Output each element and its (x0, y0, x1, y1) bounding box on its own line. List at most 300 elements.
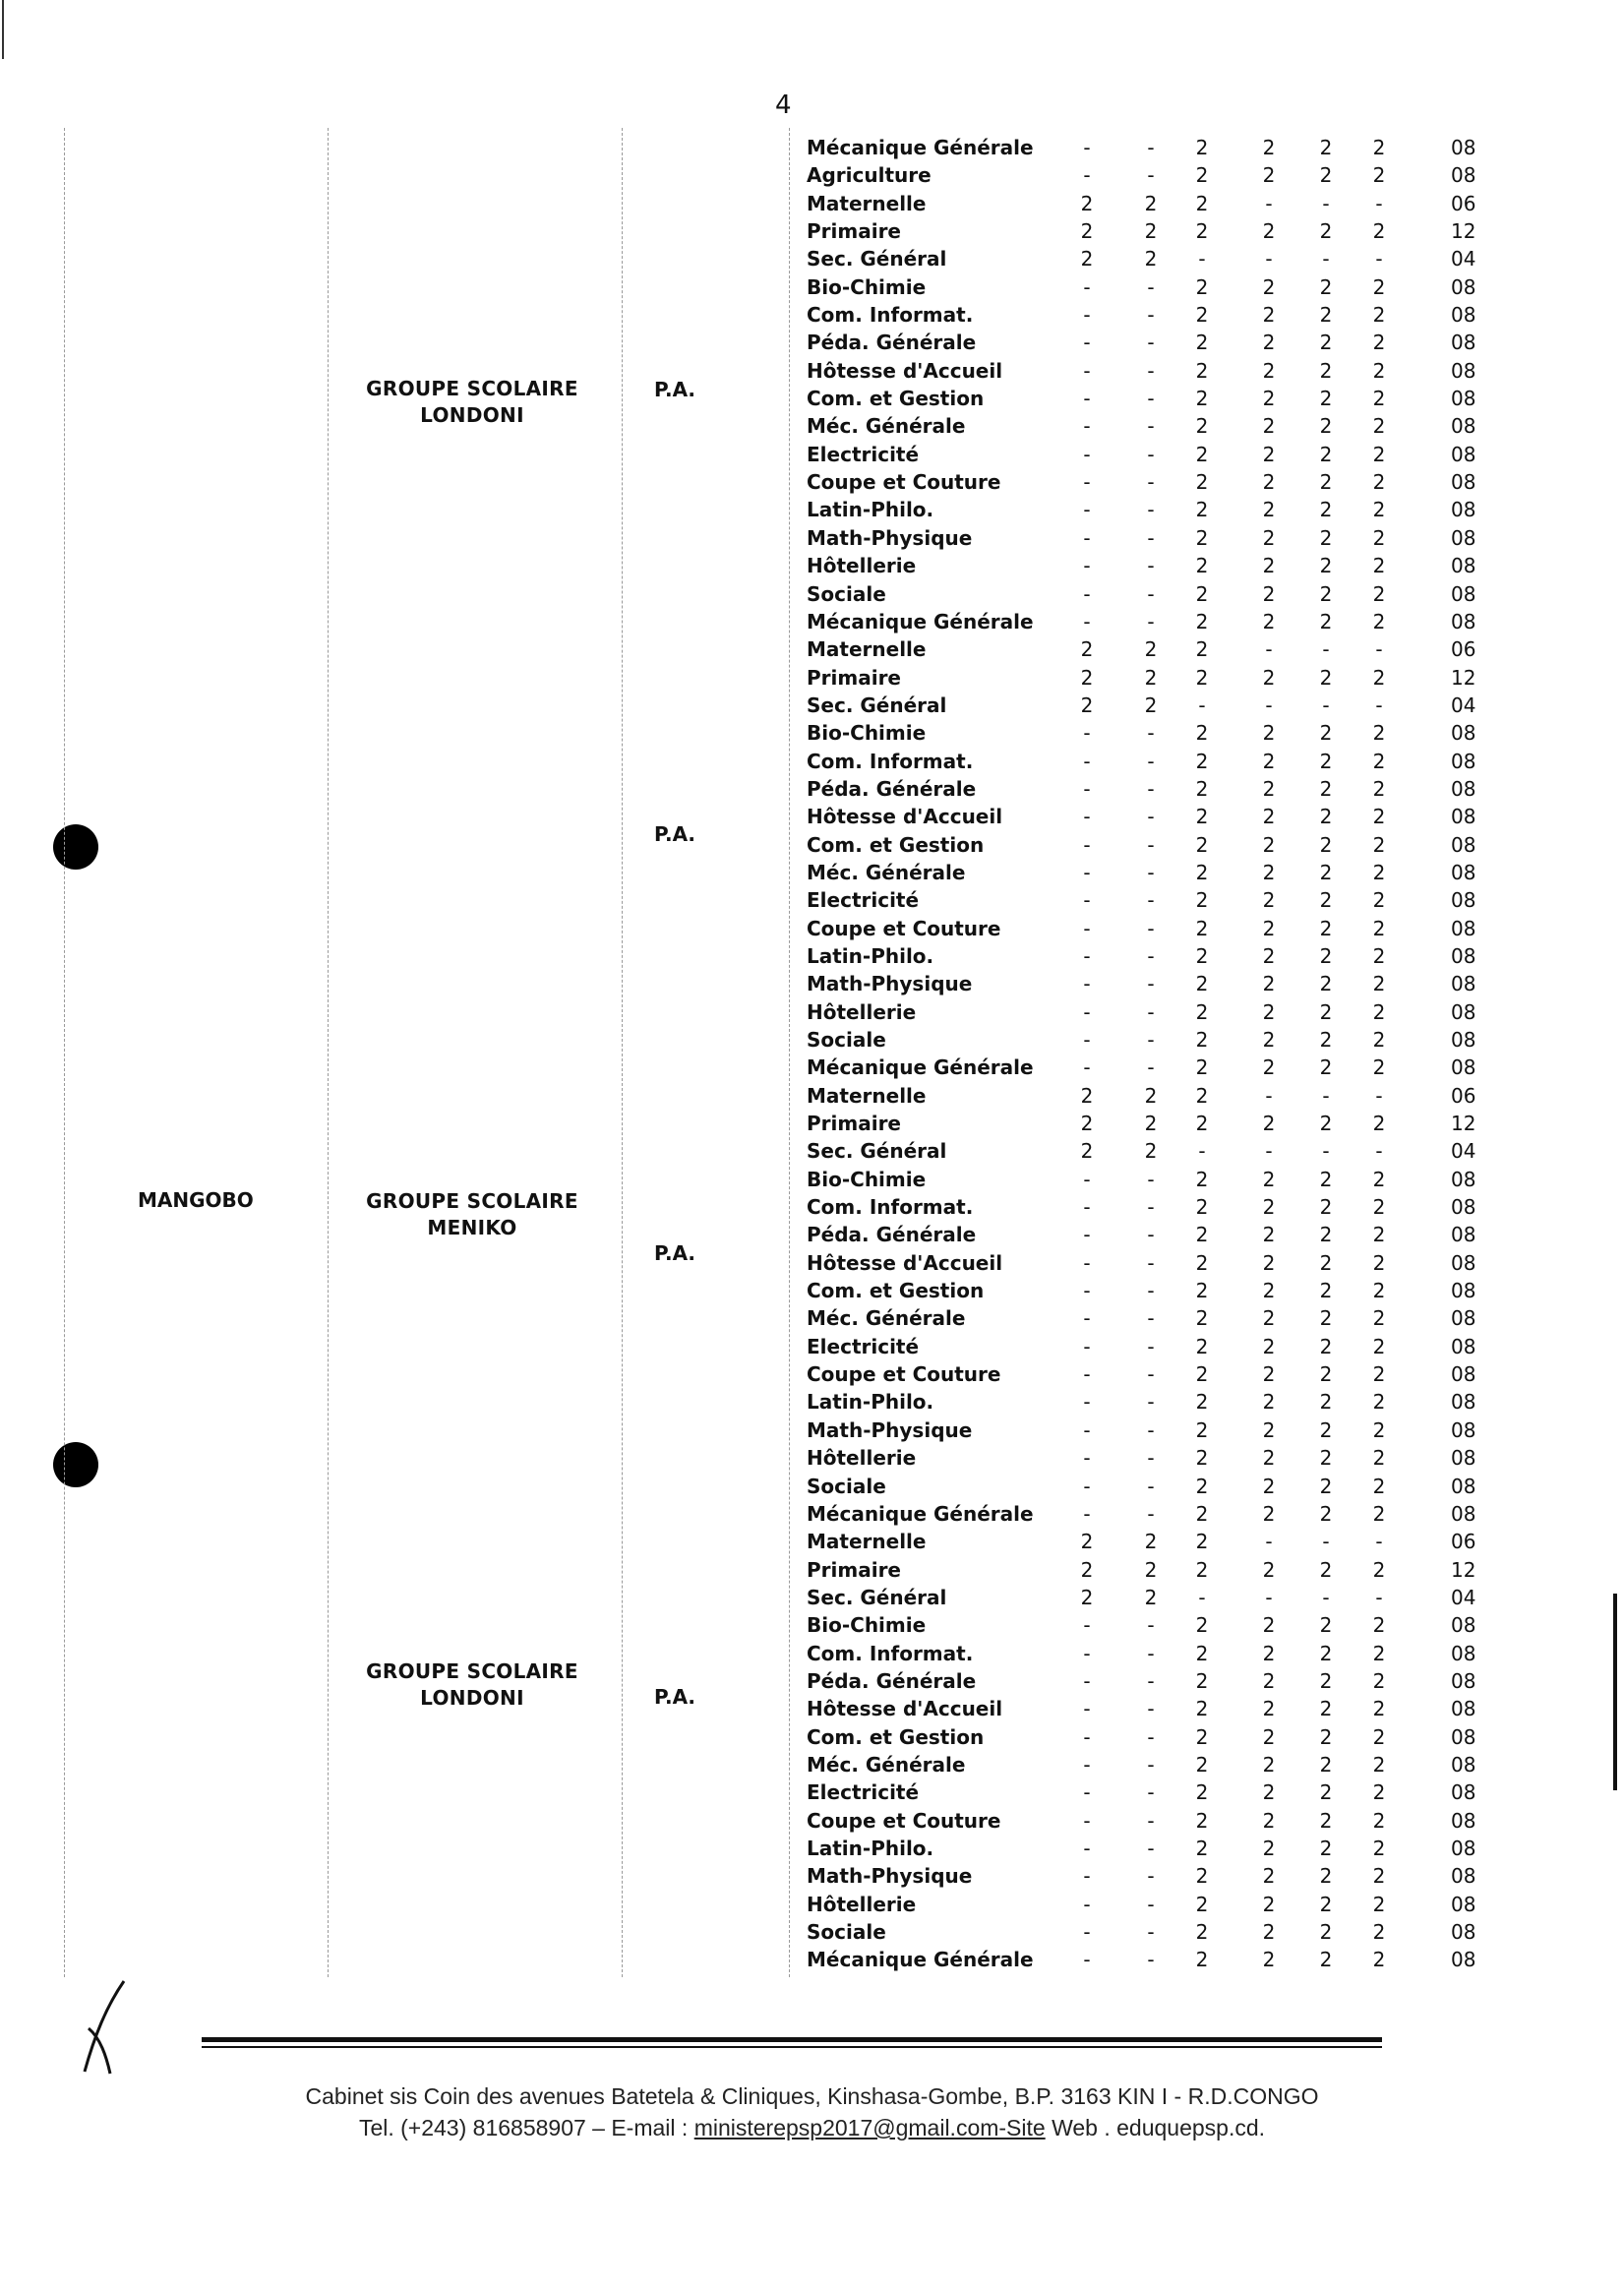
school-name-4-line-2: LONDONI (420, 1686, 524, 1710)
cell-3: 2 (1195, 1752, 1209, 1777)
cell-3: 2 (1195, 331, 1209, 355)
row-total: 08 (1451, 1641, 1476, 1665)
status-block-1: P.A. (654, 378, 696, 401)
option-name: Hôtellerie (807, 1892, 917, 1916)
cell-5: 2 (1319, 1028, 1333, 1052)
cell-3: 2 (1195, 832, 1209, 857)
row-total: 04 (1451, 1139, 1476, 1164)
cell-5: 2 (1319, 860, 1333, 884)
cell-2: - (1147, 163, 1155, 188)
cell-5: 2 (1319, 1808, 1333, 1833)
cell-2: - (1147, 470, 1155, 495)
option-name: Com. Informat. (807, 1195, 974, 1220)
cell-2: - (1147, 721, 1155, 746)
cell-1: - (1083, 581, 1091, 606)
cell-2: - (1147, 888, 1155, 913)
cell-2: - (1147, 498, 1155, 522)
option-name: Péda. Générale (807, 1668, 977, 1693)
cell-3: 2 (1195, 1279, 1209, 1303)
option-name: Primaire (807, 1557, 901, 1582)
cell-5: 2 (1319, 442, 1333, 466)
option-name: Electricité (807, 1780, 920, 1805)
row-total: 08 (1451, 1474, 1476, 1498)
cell-2: - (1147, 414, 1155, 439)
option-name: Sociale (807, 1920, 886, 1944)
option-name: Méc. Générale (807, 860, 966, 884)
cell-2: - (1147, 274, 1155, 299)
cell-1: 2 (1080, 693, 1094, 717)
row-total: 08 (1451, 470, 1476, 495)
cell-3: 2 (1195, 943, 1209, 968)
table-row (807, 1862, 1495, 1890)
cell-3: 2 (1195, 1028, 1209, 1052)
cell-3: 2 (1195, 749, 1209, 773)
table-row (807, 385, 1495, 412)
option-name: Bio-Chimie (807, 1167, 927, 1191)
cell-3: 2 (1195, 1306, 1209, 1331)
table-row (807, 942, 1495, 970)
cell-1: - (1083, 776, 1091, 801)
cell-6: 2 (1372, 860, 1386, 884)
cell-3: 2 (1195, 1864, 1209, 1889)
table-row (807, 719, 1495, 747)
cell-4: 2 (1262, 1306, 1276, 1331)
row-total: 08 (1451, 1668, 1476, 1693)
school-name-4 (344, 1658, 600, 1712)
table-row (807, 1751, 1495, 1778)
option-name: Coupe et Couture (807, 916, 1001, 940)
cell-5: 2 (1319, 1055, 1333, 1080)
option-name: Bio-Chimie (807, 274, 927, 299)
cell-1: - (1083, 1334, 1091, 1358)
cell-5: 2 (1319, 1641, 1333, 1665)
option-name: Coupe et Couture (807, 1808, 1001, 1833)
cell-6: 2 (1372, 1417, 1386, 1442)
option-name: Méc. Générale (807, 1752, 966, 1777)
column-divider-4 (789, 128, 790, 1977)
cell-1: - (1083, 1613, 1091, 1638)
cell-2: - (1147, 1668, 1155, 1693)
table-row (807, 1054, 1495, 1081)
table-row (807, 1891, 1495, 1918)
option-name: Math-Physique (807, 1864, 973, 1889)
cell-5: 2 (1319, 1613, 1333, 1638)
cell-3: 2 (1195, 916, 1209, 940)
row-total: 08 (1451, 1334, 1476, 1358)
cell-5: 2 (1319, 999, 1333, 1024)
cell-3: 2 (1195, 525, 1209, 550)
cell-1: 2 (1080, 665, 1094, 690)
row-total: 06 (1451, 191, 1476, 215)
cell-1: 2 (1080, 1112, 1094, 1136)
cell-3: 2 (1195, 1892, 1209, 1916)
table-row (807, 134, 1495, 161)
cell-2: - (1147, 972, 1155, 996)
cell-4: 2 (1262, 832, 1276, 857)
table-row (807, 1137, 1495, 1165)
row-total: 08 (1451, 331, 1476, 355)
cell-6: 2 (1372, 776, 1386, 801)
cell-4: 2 (1262, 581, 1276, 606)
cell-3: 2 (1195, 442, 1209, 466)
table-row (807, 412, 1495, 440)
option-name: Sociale (807, 1028, 886, 1052)
row-total: 08 (1451, 1613, 1476, 1638)
cell-1: - (1083, 1920, 1091, 1944)
cell-3: 2 (1195, 1668, 1209, 1693)
cell-4: 2 (1262, 1279, 1276, 1303)
cell-4: 2 (1262, 136, 1276, 159)
cell-5: - (1322, 637, 1330, 662)
option-name: Mécanique Générale (807, 1055, 1034, 1080)
option-name: Sociale (807, 581, 886, 606)
table-row (807, 1835, 1495, 1862)
cell-2: - (1147, 1724, 1155, 1749)
option-name: Maternelle (807, 1083, 927, 1108)
cell-1: - (1083, 1055, 1091, 1080)
row-total: 08 (1451, 1752, 1476, 1777)
cell-1: - (1083, 331, 1091, 355)
cell-5: 2 (1319, 1390, 1333, 1415)
cell-3: 2 (1195, 609, 1209, 633)
cell-1: - (1083, 163, 1091, 188)
row-total: 08 (1451, 999, 1476, 1024)
cell-4: 2 (1262, 749, 1276, 773)
status-block-3: P.A. (654, 1241, 696, 1265)
cell-1: - (1083, 1028, 1091, 1052)
row-total: 08 (1451, 581, 1476, 606)
option-name: Sociale (807, 1474, 886, 1498)
cell-1: - (1083, 274, 1091, 299)
option-name: Maternelle (807, 1530, 927, 1554)
table-row (807, 1640, 1495, 1667)
footer-phone: Tel. (+243) 816858907 – E-mail : (358, 2115, 694, 2140)
cell-6: 2 (1372, 1697, 1386, 1721)
option-name: Hôtesse d'Accueil (807, 1250, 1003, 1275)
table-row (807, 190, 1495, 217)
row-total: 12 (1451, 1112, 1476, 1136)
cell-4: - (1265, 1139, 1273, 1164)
cell-5: 2 (1319, 1362, 1333, 1387)
table-row (807, 692, 1495, 719)
cell-2: - (1147, 1306, 1155, 1331)
cell-4: 2 (1262, 972, 1276, 996)
cell-2: 2 (1144, 637, 1158, 662)
cell-3: 2 (1195, 1083, 1209, 1108)
row-total: 08 (1451, 163, 1476, 188)
cell-5: 2 (1319, 1836, 1333, 1860)
option-name: Hôtellerie (807, 1446, 917, 1471)
cell-2: - (1147, 749, 1155, 773)
cell-5: 2 (1319, 1279, 1333, 1303)
page-number: 4 (775, 90, 792, 120)
cell-3: 2 (1195, 1557, 1209, 1582)
footer-rule-thick (202, 2037, 1382, 2042)
cell-4: 2 (1262, 1808, 1276, 1833)
cell-1: - (1083, 414, 1091, 439)
cell-3: 2 (1195, 554, 1209, 578)
option-name: Com. Informat. (807, 303, 974, 328)
cell-3: 2 (1195, 1948, 1209, 1972)
cell-5: - (1322, 247, 1330, 271)
table-row (807, 859, 1495, 886)
cell-4: 2 (1262, 331, 1276, 355)
cell-5: 2 (1319, 1306, 1333, 1331)
cell-3: 2 (1195, 1167, 1209, 1191)
cell-3: 2 (1195, 1195, 1209, 1220)
cell-2: - (1147, 1613, 1155, 1638)
cell-3: 2 (1195, 1501, 1209, 1526)
option-name: Electricité (807, 888, 920, 913)
cell-4: 2 (1262, 609, 1276, 633)
table-row (807, 524, 1495, 552)
table-row (807, 831, 1495, 859)
table-row (807, 1611, 1495, 1639)
cell-1: 2 (1080, 247, 1094, 271)
cell-3: 2 (1195, 274, 1209, 299)
table-row (807, 1556, 1495, 1584)
row-total: 08 (1451, 1501, 1476, 1526)
cell-2: - (1147, 331, 1155, 355)
table-row (807, 1277, 1495, 1304)
cell-6: - (1375, 247, 1383, 271)
cell-3: 2 (1195, 1390, 1209, 1415)
cell-5: 2 (1319, 1167, 1333, 1191)
cell-1: - (1083, 136, 1091, 159)
table-row (807, 217, 1495, 245)
cell-1: - (1083, 1697, 1091, 1721)
cell-1: 2 (1080, 191, 1094, 215)
cell-1: - (1083, 1250, 1091, 1275)
cell-5: 2 (1319, 1697, 1333, 1721)
cell-5: 2 (1319, 943, 1333, 968)
school-name-3-line-1: GROUPE SCOLAIRE (366, 1189, 578, 1213)
cell-6: 2 (1372, 498, 1386, 522)
cell-4: 2 (1262, 1864, 1276, 1889)
cell-6: - (1375, 1139, 1383, 1164)
option-name: Hôtesse d'Accueil (807, 805, 1003, 829)
cell-4: 2 (1262, 1668, 1276, 1693)
cell-1: - (1083, 860, 1091, 884)
option-name: Sec. Général (807, 247, 947, 271)
cell-4: 2 (1262, 1836, 1276, 1860)
cell-6: 2 (1372, 1028, 1386, 1052)
cell-1: - (1083, 721, 1091, 746)
cell-2: 2 (1144, 1585, 1158, 1609)
territory-name: MANGOBO (138, 1188, 254, 1212)
cell-6: 2 (1372, 303, 1386, 328)
row-total: 06 (1451, 1530, 1476, 1554)
cell-6: 2 (1372, 1362, 1386, 1387)
option-name: Sec. Général (807, 1585, 947, 1609)
cell-4: 2 (1262, 470, 1276, 495)
row-total: 08 (1451, 1028, 1476, 1052)
cell-2: - (1147, 1446, 1155, 1471)
option-name: Coupe et Couture (807, 1362, 1001, 1387)
row-total: 08 (1451, 414, 1476, 439)
cell-2: - (1147, 943, 1155, 968)
cell-6: 2 (1372, 749, 1386, 773)
cell-6: 2 (1372, 1112, 1386, 1136)
cell-2: - (1147, 1195, 1155, 1220)
option-name: Mécanique Générale (807, 609, 1034, 633)
cell-1: 2 (1080, 1530, 1094, 1554)
options-table (807, 134, 1495, 1974)
cell-5: 2 (1319, 1864, 1333, 1889)
footer-website: Web . eduquepsp.cd. (1045, 2115, 1266, 2140)
cell-4: 2 (1262, 1223, 1276, 1247)
cell-5: 2 (1319, 1892, 1333, 1916)
cell-4: 2 (1262, 943, 1276, 968)
row-total: 08 (1451, 525, 1476, 550)
cell-1: - (1083, 1417, 1091, 1442)
option-name: Electricité (807, 442, 920, 466)
cell-1: - (1083, 1279, 1091, 1303)
cell-4: 2 (1262, 1780, 1276, 1805)
cell-6: 2 (1372, 219, 1386, 244)
cell-5: 2 (1319, 1417, 1333, 1442)
cell-5: 2 (1319, 136, 1333, 159)
row-total: 08 (1451, 1864, 1476, 1889)
cell-4: - (1265, 191, 1273, 215)
cell-4: 2 (1262, 303, 1276, 328)
cell-6: 2 (1372, 721, 1386, 746)
cell-2: - (1147, 1417, 1155, 1442)
cell-4: 2 (1262, 414, 1276, 439)
cell-2: - (1147, 554, 1155, 578)
cell-4: 2 (1262, 1697, 1276, 1721)
school-name-3-line-2: MENIKO (427, 1216, 517, 1239)
cell-1: - (1083, 1724, 1091, 1749)
cell-1: - (1083, 916, 1091, 940)
cell-4: 2 (1262, 999, 1276, 1024)
cell-4: 2 (1262, 554, 1276, 578)
table-row (807, 775, 1495, 803)
table-row (807, 664, 1495, 692)
cell-6: 2 (1372, 1474, 1386, 1498)
option-name: Latin-Philo. (807, 943, 934, 968)
cell-6: 2 (1372, 1724, 1386, 1749)
row-total: 08 (1451, 1195, 1476, 1220)
cell-3: 2 (1195, 1223, 1209, 1247)
cell-4: 2 (1262, 1474, 1276, 1498)
option-name: Com. et Gestion (807, 1279, 985, 1303)
cell-6: 2 (1372, 358, 1386, 383)
cell-3: 2 (1195, 219, 1209, 244)
cell-1: - (1083, 1306, 1091, 1331)
table-row (807, 886, 1495, 914)
cell-1: - (1083, 1864, 1091, 1889)
cell-5: 2 (1319, 470, 1333, 495)
cell-5: 2 (1319, 805, 1333, 829)
cell-1: - (1083, 1780, 1091, 1805)
row-total: 08 (1451, 1920, 1476, 1944)
cell-4: 2 (1262, 219, 1276, 244)
cell-5: - (1322, 1585, 1330, 1609)
school-name-3 (344, 1188, 600, 1241)
cell-3: 2 (1195, 1641, 1209, 1665)
cell-1: - (1083, 943, 1091, 968)
option-name: Com. et Gestion (807, 1724, 985, 1749)
cell-2: - (1147, 1390, 1155, 1415)
cell-5: 2 (1319, 1752, 1333, 1777)
table-row (807, 357, 1495, 385)
cell-2: - (1147, 916, 1155, 940)
cell-3: - (1198, 1585, 1206, 1609)
row-total: 08 (1451, 916, 1476, 940)
cell-6: 2 (1372, 581, 1386, 606)
cell-5: 2 (1319, 525, 1333, 550)
cell-4: - (1265, 1083, 1273, 1108)
cell-5: 2 (1319, 274, 1333, 299)
cell-5: 2 (1319, 888, 1333, 913)
cell-4: - (1265, 1530, 1273, 1554)
cell-6: 2 (1372, 1641, 1386, 1665)
row-total: 08 (1451, 274, 1476, 299)
row-total: 08 (1451, 303, 1476, 328)
cell-4: 2 (1262, 525, 1276, 550)
cell-1: - (1083, 1641, 1091, 1665)
cell-2: - (1147, 1892, 1155, 1916)
cell-3: 2 (1195, 1112, 1209, 1136)
cell-6: 2 (1372, 1948, 1386, 1972)
cell-6: 2 (1372, 387, 1386, 411)
cell-3: 2 (1195, 860, 1209, 884)
cell-5: 2 (1319, 721, 1333, 746)
table-row (807, 1778, 1495, 1806)
cell-6: - (1375, 637, 1383, 662)
cell-5: 2 (1319, 665, 1333, 690)
table-row (807, 273, 1495, 301)
cell-2: - (1147, 776, 1155, 801)
cell-2: - (1147, 1641, 1155, 1665)
cell-5: 2 (1319, 1948, 1333, 1972)
table-row (807, 1082, 1495, 1110)
row-total: 08 (1451, 1390, 1476, 1415)
right-edge-mark (1613, 1594, 1617, 1790)
status-block-2: P.A. (654, 822, 696, 846)
footer-email-link[interactable]: ministerepsp2017@gmail.com-Site (693, 2115, 1046, 2140)
cell-5: 2 (1319, 358, 1333, 383)
row-total: 04 (1451, 247, 1476, 271)
cell-2: 2 (1144, 1112, 1158, 1136)
option-name: Primaire (807, 665, 901, 690)
cell-3: 2 (1195, 1250, 1209, 1275)
option-name: Coupe et Couture (807, 470, 1001, 495)
cell-6: - (1375, 1585, 1383, 1609)
cell-2: 2 (1144, 219, 1158, 244)
cell-1: - (1083, 1446, 1091, 1471)
footer-rule-thin (202, 2046, 1382, 2048)
cell-1: 2 (1080, 1139, 1094, 1164)
cell-6: 2 (1372, 1892, 1386, 1916)
cell-1: - (1083, 1390, 1091, 1415)
school-name-1 (344, 376, 600, 429)
left-edge-mark (2, 0, 4, 59)
cell-3: - (1198, 247, 1206, 271)
cell-4: 2 (1262, 442, 1276, 466)
cell-5: 2 (1319, 972, 1333, 996)
cell-6: 2 (1372, 1446, 1386, 1471)
cell-5: 2 (1319, 1474, 1333, 1498)
cell-6: 2 (1372, 1780, 1386, 1805)
table-row (807, 915, 1495, 942)
cell-6: 2 (1372, 136, 1386, 159)
option-name: Hôtellerie (807, 554, 917, 578)
cell-4: 2 (1262, 665, 1276, 690)
table-row (807, 1918, 1495, 1946)
table-row (807, 803, 1495, 830)
